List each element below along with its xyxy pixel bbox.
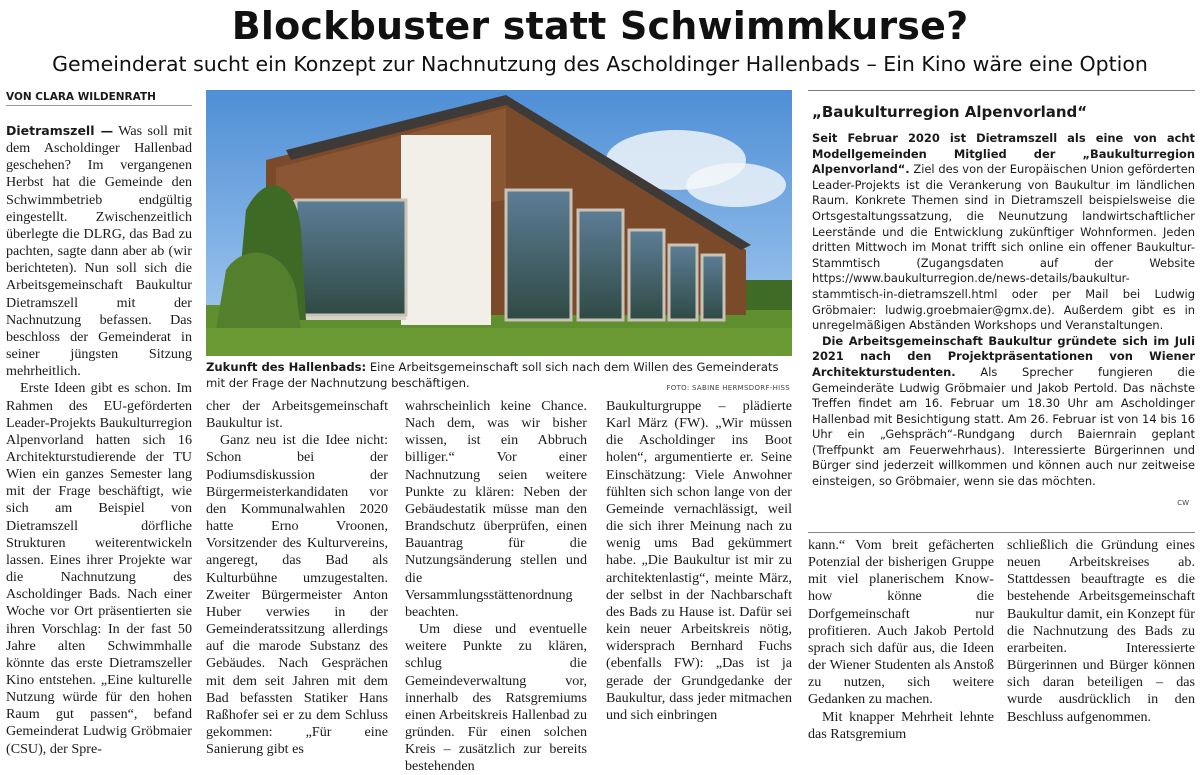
building-illustration bbox=[206, 90, 792, 356]
info-box-title: „Baukulturregion Alpenvorland“ bbox=[812, 103, 1088, 121]
paragraph-text: Was soll mit dem Ascholdinger Hallenbad geschehen? Im vergangenen Herbst hat die Gemeinde den Schwimmbetrieb endgültig eingestellt. Zwischenzeitlich überlegte die DLRG, das Bad zu pachten, sagte dann aber ab (wir berichteten). Nun soll sich die Arbeitsgemeinschaft Baukultur Dietramszell mit der Nachnutzung befassen. Das beschloss der Gemeinderat in seiner jüngsten Sitzung mehrheitlich. bbox=[6, 123, 192, 380]
photo-credit: FOTO: SABINE HERMSDORF-HISS bbox=[666, 384, 790, 392]
info-box-author: CW bbox=[1177, 499, 1189, 507]
article-paragraph: cher der Arbeitsgemeinschaft Baukultur ist. bbox=[206, 398, 388, 432]
info-text: Als Sprecher fungieren die Gemeinderäte Ludwig Gröbmaier und Jakob Pertold. Das nächste Treffen findet am 16. Februar um 18.30 Uhr am Ascholdinger Hallenbad mit Besichtigung statt. Am 26. Februar ist von 14 bis 16 Uhr ein „Gehspräch“-Rundgang durch Baiernrain geplant (Treffpunkt am Feuerwehrhaus). Interessierte Bürgerinnen und Bürger sind jederzeit willkommen und können auch nur zeitweise einsteigen, so Gröbmaier, wenn sie das möchten. bbox=[812, 364, 1195, 489]
dateline: Dietramszell — bbox=[6, 123, 114, 138]
article-paragraph: Ganz neu ist die Idee nicht: Schon bei der Podiumsdiskussion der Bürgermeisterkandidaten vor den Kommunalwahlen 2020 hatte Erno Vroonen, Vorsitzender des Kulturvereins, angeregt, das Bad als Kulturbühne umzugestalten. Zweiter Bürgermeister Anton Huber verwies in der Gemeinderatssitzung allerdings auf die marode Substanz des Gebäudes. Nach Gesprächen mit dem seit Jahren mit dem Bad befassten Statiker Hans Raßhofer sei er zu dem Schluss gekommen: „Für eine Sanierung gibt es bbox=[206, 432, 388, 758]
headline: Blockbuster statt Schwimmkurse? bbox=[231, 4, 969, 48]
article-paragraph: Um diese und eventuelle weitere Punkte zu klären, schlug die Gemeindeverwaltung vor, innerhalb des Ratsgremiums einen Arbeitskreis Hallenbad zu gründen. Für einen solchen Kreis – zusätzlich zur bereits bestehenden bbox=[405, 621, 587, 775]
caption-text: Eine Arbeitsgemeinschaft soll sich nach dem Willen des Gemeinderats mit der Frage der Nachnutzung beschäftigen. bbox=[206, 360, 779, 390]
article-paragraph: Erste Ideen gibt es schon. Im Rahmen des EU-geförderten Leader-Projekts Baukulturregion Alpenvorland hatten sich 16 Architekturstudierende der TU Wien ein ganzes Semester lang mit der Frage beschäftigt, wie sich am Beispiel von Dietramszell dörfliche Strukturen weiterentwickeln lassen. Eines ihrer Projekte war die Nachnutzung des Ascholdinger Bads. Nach einer Woche vor Ort präsentierten sie ihren Vorschlag: In der fast 50 Jahre alten Schwimmhalle könnte das erste Dietramszeller Kino entstehen. „Eine kulturelle Nutzung würde für den hohen Raum gut passen“, befand Gemeinderat Ludwig Gröbmaier (CSU), der Spre- bbox=[6, 380, 192, 757]
subheadline: Gemeinderat sucht ein Konzept zur Nachnutzung des Ascholdinger Hallenbads – Ein Kino wäre eine Option bbox=[52, 52, 1148, 76]
info-paragraph bbox=[812, 131, 1195, 334]
article-column-2 bbox=[206, 398, 388, 758]
article-paragraph bbox=[6, 122, 192, 380]
article-column-5 bbox=[808, 537, 994, 743]
info-box-text bbox=[812, 131, 1195, 490]
info-lead: Seit Februar 2020 ist Dietramszell als eine von acht Modellgemeinden Mitglied der „Baukulturregion Alpenvorland“. bbox=[812, 131, 1195, 177]
article-paragraph: kann.“ Vom breit gefächerten Potenzial der bisherigen Gruppe mit viel planerischem Know-how könne die Dorfgemeinschaft nur profitieren. Auch Jakob Pertold sprach sich dafür aus, die Ideen der Wiener Studenten als Anstoß zu nutzen, sich weitere Gedanken zu machen. bbox=[808, 537, 994, 708]
info-paragraph bbox=[812, 334, 1195, 490]
article-column-1 bbox=[6, 122, 192, 758]
caption-lead: Zukunft des Hallenbads: bbox=[206, 360, 367, 374]
article-column-4 bbox=[606, 398, 792, 724]
article-column-6 bbox=[1007, 537, 1195, 726]
article-paragraph: Mit knapper Mehrheit lehnte das Ratsgremium bbox=[808, 708, 994, 742]
hallenbad-photo bbox=[206, 90, 792, 356]
article-paragraph: wahrscheinlich keine Chance. Nach dem, was wir bisher wissen, ist ein Abbruch billiger.“ Vor einer Nachnutzung seien weitere Punkte zu klären: Neben der Gebäudestatik müsse man den Brandschutz überprüfen, einen Bauantrag für die Nutzungsänderung stellen und die Versammlungsstättenordnung beachten. bbox=[405, 398, 587, 620]
article-column-3 bbox=[405, 398, 587, 775]
byline: VON CLARA WILDENRATH bbox=[6, 91, 192, 106]
info-box bbox=[808, 90, 1195, 511]
info-text: Ziel des von der Europäischen Union geförderten Leader-Projekts ist die Verankerung von Baukultur im ländlichen Raum. Konkrete Themen sind in Dietramszell beispielsweise die Ortsgestaltungssatzung, die Neunutzung landwirtschaftlicher Leerstände und die Entwicklung zukünftiger Wohnformen. Jeden dritten Mittwoch im Monat trifft sich online ein offener Baukultur-Stammtisch (Zugangsdaten auf der Website https://www.baukulturregion.de/news-details/baukultur-stammtisch-in-dietramszell.html oder per Mail bei Ludwig Gröbmaier: ludwig.groebmaier@gmx.de). Außerdem gibt es in unregelmäßigen Abständen Workshops und Veranstaltungen. bbox=[812, 162, 1195, 333]
article-paragraph: schließlich die Gründung eines neuen Arbeitskreises ab. Stattdessen beauftragte es die bestehende Arbeitsgemeinschaft Baukultur damit, ein Konzept für die Nachnutzung des Bads zu erarbeiten. Interessierte Bürgerinnen und Bürger können sich daran beteiligen – das wurde ausdrücklich in den Beschluss aufgenommen. bbox=[1007, 537, 1195, 725]
info-lead: Die Arbeitsgemeinschaft Baukultur gründete sich im Juli 2021 nach den Projektpräsentationen von Wiener Architekturstudenten. bbox=[812, 333, 1195, 379]
article-paragraph: Baukulturgruppe – plädierte Karl März (FW). „Wir müssen die Ascholdinger ins Boot holen“, argumentierte er. Seine Einschätzung: Viele Anwohner fühlten sich schon lange von der Gemeinde vernachlässigt, weil die sich ihrer Meinung nach zu wenig ums Bad gekümmert habe. „Die Baukultur ist mir zu architektenlastig“, meinte März, der selbst in der Nachbarschaft des Bads zu Hause ist. Dafür sei kein neuer Arbeitskreis nötig, widersprach Bernhard Fuchs (ebenfalls FW): „Das ist ja gerade der Grundgedanke der Baukultur, dass jeder mitmachen und sich einbringen bbox=[606, 398, 792, 723]
divider bbox=[808, 532, 1195, 533]
